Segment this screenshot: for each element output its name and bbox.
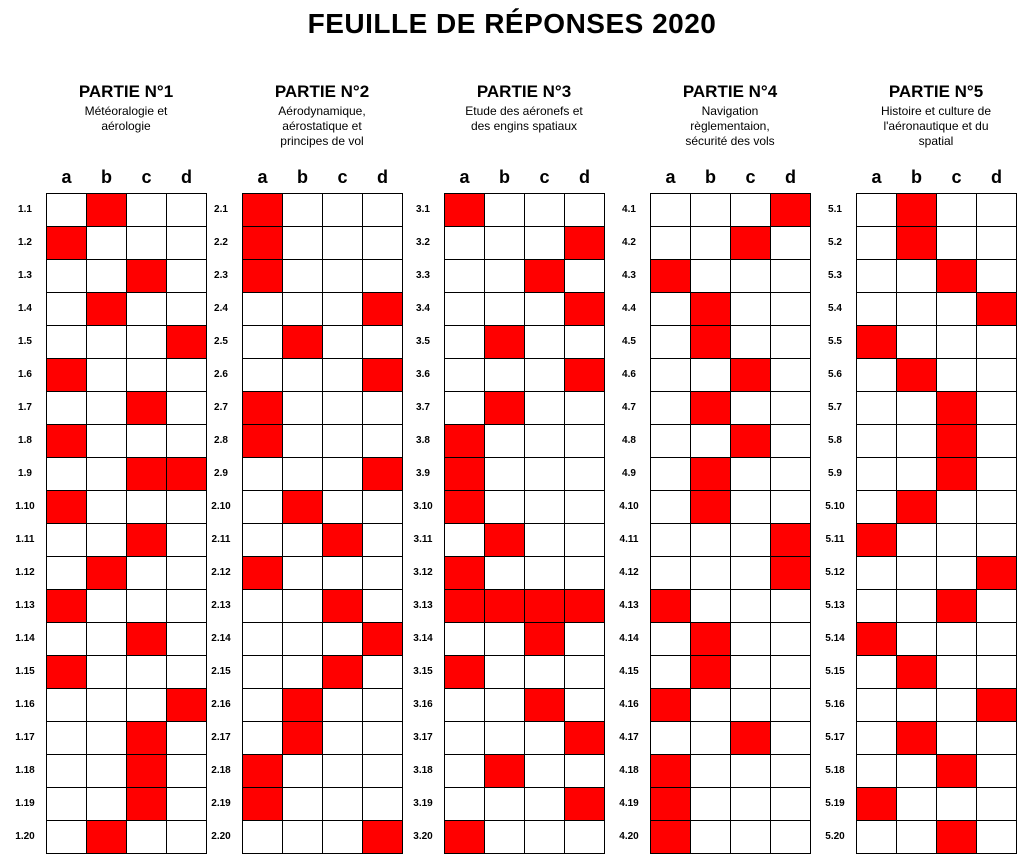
part-title: PARTIE N°4 <box>682 82 778 101</box>
question-number: 3.2 <box>416 237 430 248</box>
question-number: 1.15 <box>15 666 35 677</box>
question-number: 2.17 <box>211 732 231 743</box>
question-number: 5.16 <box>825 699 845 710</box>
answer-cell-marked[interactable] <box>857 623 896 655</box>
part-subtitle-line: Etude des aéronefs et <box>465 104 583 118</box>
question-number: 1.7 <box>18 402 32 413</box>
question-number: 3.15 <box>413 666 433 677</box>
question-number: 5.17 <box>825 732 845 743</box>
column-letter-b: b <box>297 167 308 187</box>
answer-cell[interactable] <box>937 524 976 556</box>
question-number: 2.14 <box>211 633 231 644</box>
answer-cell-marked[interactable] <box>937 260 976 292</box>
answer-cell[interactable] <box>897 623 936 655</box>
question-number: 3.12 <box>413 567 433 578</box>
question-number: 4.1 <box>622 204 636 215</box>
answer-cell[interactable] <box>857 491 896 523</box>
column-letter-c: c <box>337 167 348 187</box>
question-number: 2.5 <box>214 336 228 347</box>
answer-cell-marked[interactable] <box>897 359 936 391</box>
answer-cell[interactable] <box>977 392 1016 424</box>
question-number: 3.3 <box>416 270 430 281</box>
question-number: 3.11 <box>413 534 433 545</box>
question-number: 2.11 <box>211 534 231 545</box>
question-number: 4.16 <box>619 699 639 710</box>
column-letter-a: a <box>61 167 72 187</box>
question-number: 2.2 <box>214 237 228 248</box>
answer-cell[interactable] <box>977 656 1016 688</box>
question-number: 1.10 <box>15 501 35 512</box>
question-number: 1.14 <box>15 633 35 644</box>
answer-cell[interactable] <box>897 425 936 457</box>
answer-cell[interactable] <box>857 755 896 787</box>
column-letter-a: a <box>459 167 470 187</box>
answer-cell[interactable] <box>857 821 896 853</box>
answer-cell[interactable] <box>897 392 936 424</box>
question-number: 2.8 <box>214 435 228 446</box>
question-number: 2.18 <box>211 765 231 776</box>
answer-cell[interactable] <box>977 755 1016 787</box>
answer-cell-marked[interactable] <box>937 755 976 787</box>
column-letter-a: a <box>871 167 882 187</box>
question-number: 2.9 <box>214 468 228 479</box>
part-subtitle-line: l'aéronautique et du <box>883 119 989 133</box>
question-number: 1.6 <box>18 369 32 380</box>
answer-cell[interactable] <box>977 623 1016 655</box>
answer-cell[interactable] <box>857 458 896 490</box>
question-number: 3.19 <box>413 798 433 809</box>
question-number: 4.4 <box>622 303 636 314</box>
question-number: 1.11 <box>15 534 35 545</box>
question-number: 4.11 <box>619 534 639 545</box>
answer-cell-marked[interactable] <box>857 788 896 820</box>
part-subtitle-line: sécurité des vols <box>685 134 775 148</box>
answer-cell[interactable] <box>897 326 936 358</box>
question-number: 5.3 <box>828 270 842 281</box>
column-letter-b: b <box>101 167 112 187</box>
answer-cell[interactable] <box>937 359 976 391</box>
answer-cell[interactable] <box>937 656 976 688</box>
answer-cell[interactable] <box>977 458 1016 490</box>
question-number: 5.1 <box>828 204 842 215</box>
question-number: 5.19 <box>825 798 845 809</box>
question-number: 3.14 <box>413 633 433 644</box>
answer-cell-marked[interactable] <box>977 689 1016 721</box>
column-letter-b: b <box>499 167 510 187</box>
answer-cell[interactable] <box>897 689 936 721</box>
question-number: 2.13 <box>211 600 231 611</box>
answer-cell[interactable] <box>857 194 896 226</box>
answer-cell-marked[interactable] <box>897 194 936 226</box>
answer-cell[interactable] <box>937 557 976 589</box>
answer-cell[interactable] <box>937 227 976 259</box>
column-letter-d: d <box>579 167 590 187</box>
answer-cell-marked[interactable] <box>937 458 976 490</box>
part-subtitle-line: Navigation <box>701 104 759 118</box>
question-number: 4.9 <box>622 468 636 479</box>
answer-cell-marked[interactable] <box>897 227 936 259</box>
question-number: 1.13 <box>15 600 35 611</box>
column-letter-d: d <box>991 167 1002 187</box>
question-number: 4.8 <box>622 435 636 446</box>
question-number: 4.2 <box>622 237 636 248</box>
question-number: 3.13 <box>413 600 433 611</box>
answer-cell[interactable] <box>857 590 896 622</box>
answer-cell[interactable] <box>857 227 896 259</box>
answer-cell[interactable] <box>937 623 976 655</box>
answer-cell[interactable] <box>937 722 976 754</box>
answer-cell-marked[interactable] <box>977 557 1016 589</box>
answer-cell-marked[interactable] <box>897 656 936 688</box>
answer-cell[interactable] <box>857 722 896 754</box>
answer-cell[interactable] <box>897 524 936 556</box>
answer-cell[interactable] <box>937 194 976 226</box>
question-number: 1.16 <box>15 699 35 710</box>
answer-cell[interactable] <box>897 755 936 787</box>
answer-cell[interactable] <box>937 293 976 325</box>
answer-cell-marked[interactable] <box>857 326 896 358</box>
answer-cell[interactable] <box>897 821 936 853</box>
part-title: PARTIE N°2 <box>274 82 370 101</box>
answer-cell[interactable] <box>897 557 936 589</box>
column-letter-b: b <box>705 167 716 187</box>
question-number: 4.18 <box>619 765 639 776</box>
question-number: 2.7 <box>214 402 228 413</box>
answer-cell-marked[interactable] <box>897 722 936 754</box>
column-letter-c: c <box>539 167 550 187</box>
question-number: 2.4 <box>214 303 228 314</box>
answer-cell-marked[interactable] <box>937 821 976 853</box>
question-number: 1.20 <box>15 831 35 842</box>
question-number: 5.18 <box>825 765 845 776</box>
question-number: 1.19 <box>15 798 35 809</box>
answer-cell-marked[interactable] <box>857 524 896 556</box>
question-number: 3.18 <box>413 765 433 776</box>
answer-cell[interactable] <box>857 293 896 325</box>
question-number: 5.9 <box>828 468 842 479</box>
answer-cell[interactable] <box>977 227 1016 259</box>
question-number: 3.10 <box>413 501 433 512</box>
answer-cell-marked[interactable] <box>977 293 1016 325</box>
part-subtitle <box>836 104 1024 149</box>
page-title: FEUILLE DE RÉPONSES 2020 <box>307 8 717 39</box>
part-title: PARTIE N°3 <box>476 82 572 101</box>
question-number: 3.7 <box>416 402 430 413</box>
question-number: 1.2 <box>18 237 32 248</box>
question-number: 5.14 <box>825 633 845 644</box>
question-number: 1.8 <box>18 435 32 446</box>
question-number: 4.12 <box>619 567 639 578</box>
question-number: 5.12 <box>825 567 845 578</box>
answer-cell[interactable] <box>897 260 936 292</box>
answer-cell[interactable] <box>977 524 1016 556</box>
column-letter-c: c <box>745 167 756 187</box>
answer-cell[interactable] <box>897 788 936 820</box>
question-number: 5.4 <box>828 303 842 314</box>
answer-cell[interactable] <box>977 194 1016 226</box>
question-number: 3.5 <box>416 336 430 347</box>
question-number: 4.15 <box>619 666 639 677</box>
question-number: 2.3 <box>214 270 228 281</box>
question-number: 1.18 <box>15 765 35 776</box>
part-subtitle-line: des engins spatiaux <box>470 119 578 133</box>
answer-cell[interactable] <box>937 689 976 721</box>
question-number: 2.19 <box>211 798 231 809</box>
question-number: 4.20 <box>619 831 639 842</box>
question-number: 1.12 <box>15 567 35 578</box>
question-number: 5.7 <box>828 402 842 413</box>
question-number: 5.11 <box>825 534 845 545</box>
question-number: 4.19 <box>619 798 639 809</box>
question-number: 4.5 <box>622 336 636 347</box>
column-letter-a: a <box>665 167 676 187</box>
part-subtitle-line: Aérodynamique, <box>278 104 366 118</box>
question-number: 3.1 <box>416 204 430 215</box>
question-number: 3.9 <box>416 468 430 479</box>
column-letter-d: d <box>785 167 796 187</box>
question-number: 5.5 <box>828 336 842 347</box>
answer-cell[interactable] <box>977 359 1016 391</box>
answer-cell[interactable] <box>977 260 1016 292</box>
question-number: 3.17 <box>413 732 433 743</box>
question-number: 5.20 <box>825 831 845 842</box>
column-letter-d: d <box>377 167 388 187</box>
question-number: 5.8 <box>828 435 842 446</box>
answer-cell[interactable] <box>857 689 896 721</box>
question-number: 3.16 <box>413 699 433 710</box>
question-number: 4.14 <box>619 633 639 644</box>
part-subtitle-line: Météoralogie et <box>84 104 168 118</box>
answer-cell[interactable] <box>937 491 976 523</box>
answer-cell-marked[interactable] <box>937 392 976 424</box>
part-subtitle-line: règlementaion, <box>690 119 770 133</box>
question-number: 1.17 <box>15 732 35 743</box>
column-letter-c: c <box>951 167 962 187</box>
part-subtitle-line: aérostatique et <box>282 119 362 133</box>
question-number: 4.13 <box>619 600 639 611</box>
answer-grid <box>856 193 1017 854</box>
answer-cell-marked[interactable] <box>937 590 976 622</box>
answer-cell[interactable] <box>937 788 976 820</box>
answer-cell[interactable] <box>977 425 1016 457</box>
question-number: 4.17 <box>619 732 639 743</box>
part-subtitle-line: aérologie <box>101 119 151 133</box>
answer-cell[interactable] <box>977 590 1016 622</box>
answer-cell[interactable] <box>857 557 896 589</box>
answer-cell-marked[interactable] <box>937 425 976 457</box>
question-number: 1.9 <box>18 468 32 479</box>
question-number: 3.8 <box>416 435 430 446</box>
part-title: PARTIE N°1 <box>78 82 174 101</box>
answer-cell[interactable] <box>977 491 1016 523</box>
column-letter-b: b <box>911 167 922 187</box>
question-number: 4.3 <box>622 270 636 281</box>
part-subtitle-line: Histoire et culture de <box>880 104 992 118</box>
answer-cell[interactable] <box>977 821 1016 853</box>
question-number: 4.6 <box>622 369 636 380</box>
question-number: 5.10 <box>825 501 845 512</box>
question-number: 5.6 <box>828 369 842 380</box>
answer-cell[interactable] <box>977 722 1016 754</box>
part-subtitle-line: principes de vol <box>280 134 364 148</box>
question-number: 2.15 <box>211 666 231 677</box>
answer-cell[interactable] <box>857 260 896 292</box>
question-number: 3.4 <box>416 303 430 314</box>
question-number: 2.10 <box>211 501 231 512</box>
question-number: 2.12 <box>211 567 231 578</box>
column-letter-c: c <box>141 167 152 187</box>
column-letter-a: a <box>257 167 268 187</box>
question-number: 5.15 <box>825 666 845 677</box>
answer-cell[interactable] <box>977 326 1016 358</box>
question-number: 2.16 <box>211 699 231 710</box>
answer-cell[interactable] <box>977 788 1016 820</box>
question-number: 1.3 <box>18 270 32 281</box>
question-number: 4.10 <box>619 501 639 512</box>
question-number: 1.5 <box>18 336 32 347</box>
part-subtitle-line: spatial <box>918 134 954 148</box>
question-number: 4.7 <box>622 402 636 413</box>
answer-cell[interactable] <box>857 392 896 424</box>
answer-cell[interactable] <box>857 656 896 688</box>
question-number: 2.1 <box>214 204 228 215</box>
answer-cell[interactable] <box>857 425 896 457</box>
answer-cell[interactable] <box>937 326 976 358</box>
answer-cell[interactable] <box>857 359 896 391</box>
question-number: 5.2 <box>828 237 842 248</box>
question-number: 1.1 <box>18 204 32 215</box>
question-number: 5.13 <box>825 600 845 611</box>
answer-cell[interactable] <box>897 293 936 325</box>
answer-cell[interactable] <box>897 458 936 490</box>
answer-cell[interactable] <box>897 590 936 622</box>
question-number: 3.6 <box>416 369 430 380</box>
column-letter-d: d <box>181 167 192 187</box>
question-number: 1.4 <box>18 303 32 314</box>
question-number: 3.20 <box>413 831 433 842</box>
question-number: 2.6 <box>214 369 228 380</box>
question-number: 2.20 <box>211 831 231 842</box>
part-title: PARTIE N°5 <box>888 82 984 101</box>
answer-cell-marked[interactable] <box>897 491 936 523</box>
